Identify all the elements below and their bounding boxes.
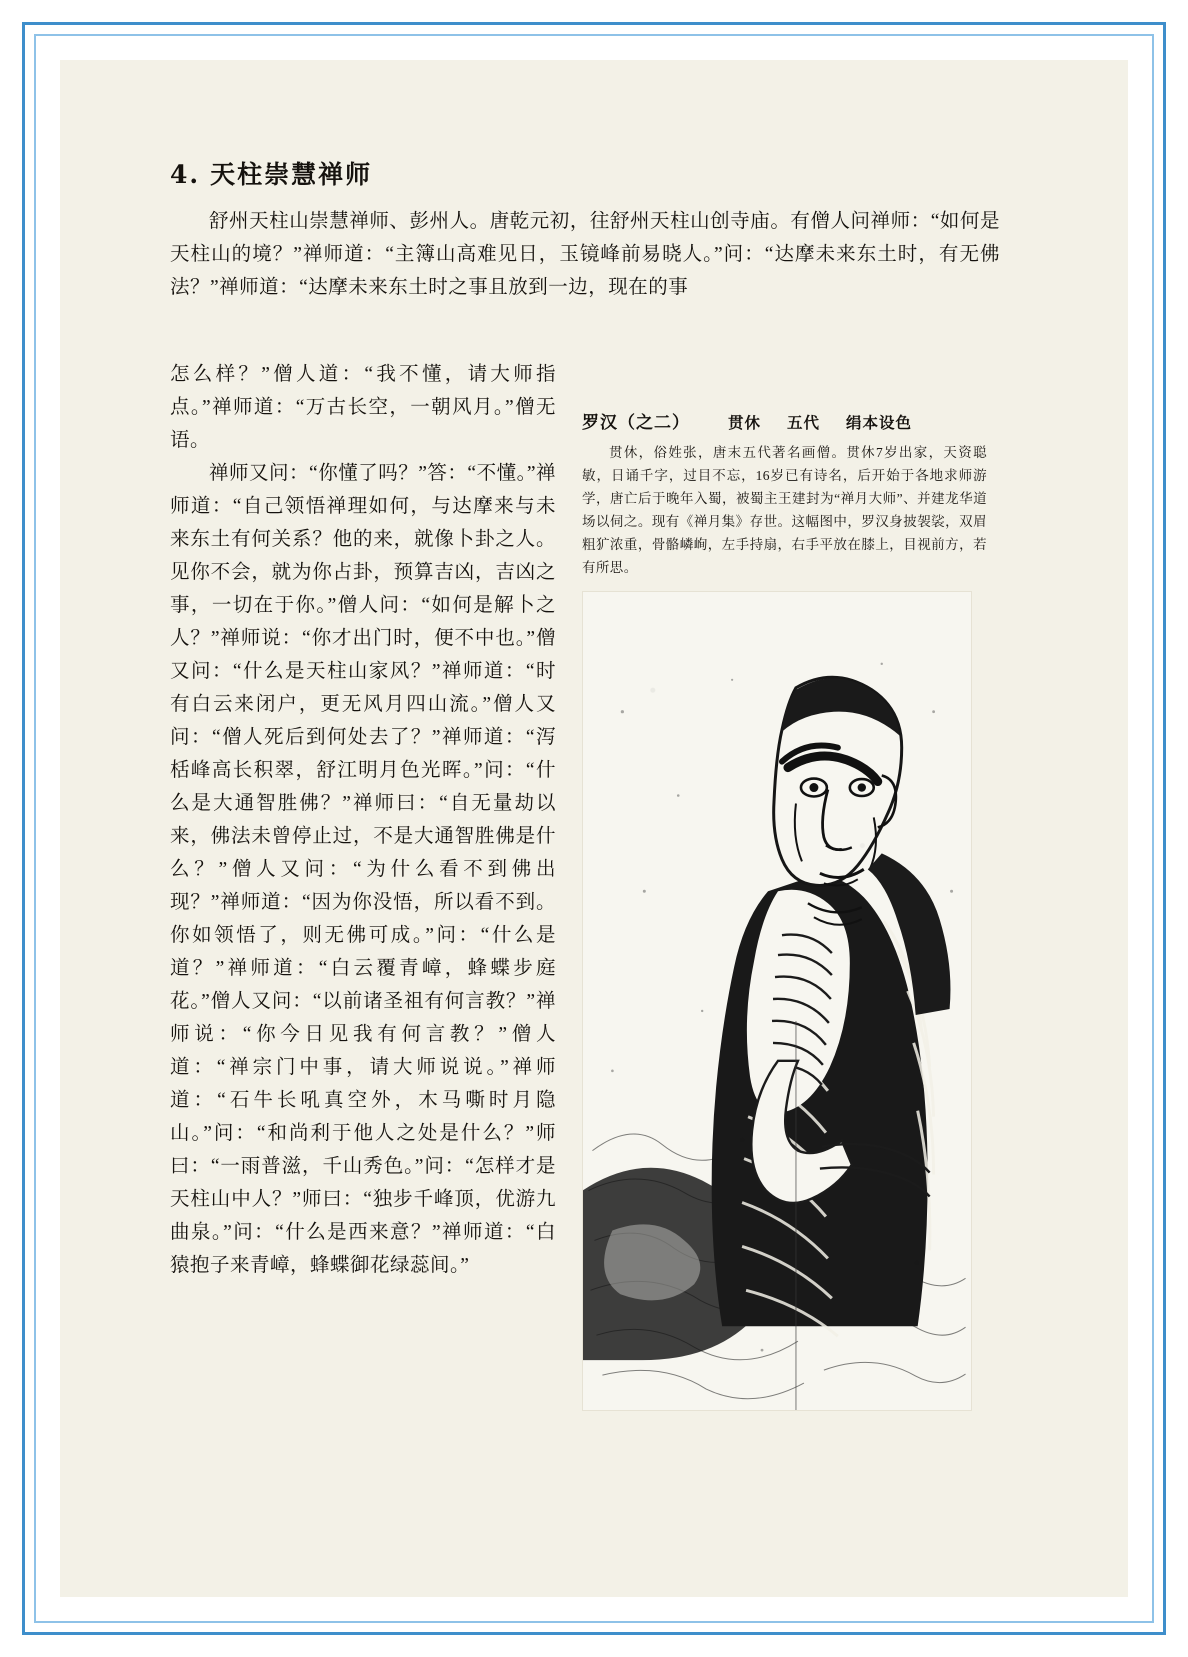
luohan-ink-drawing (583, 592, 971, 1410)
figure-medium: 绢本设色 (846, 413, 913, 432)
page-title (170, 155, 1080, 191)
opening-paragraph: 舒州天柱山崇慧禅师、彭州人。唐乾元初，往舒州天柱山创寺庙。有僧人问禅师：“如何是天柱山的境？”禅师道：“主簿山高难见日，玉镜峰前易晓人。”问：“达摩未来东土时，有无佛法？”禅师道：“达摩未来东土时之事且放到一边，现在的事 (170, 211, 1000, 298)
figure-caption (582, 408, 987, 433)
figure-meta (728, 411, 938, 433)
figure-note: 贯休，俗姓张，唐末五代著名画僧。贯休7岁出家，天资聪敏，日诵千字，过目不忘，16岁已有诗名，后开始于各地求师游学，唐亡后于晚年入蜀，被蜀主王建封为“禅月大师”、并建龙华道场以伺之。现有《禅月集》存世。这幅图中，罗汉身披袈裟，双眉粗犷浓重，骨骼嶙峋，左手持扇，右手平放在膝上，目视前方，若有所思。 (582, 445, 987, 575)
body-text-column (170, 358, 556, 1282)
paragraph-2: 禅师又问：“你懂了吗？”答：“不懂。”禅师道：“自己领悟禅理如何，与达摩来与未来东土有何关系？他的来，就像卜卦之人。见你不会，就为你占卦，预算吉凶，吉凶之事，一切在于你。”僧人问：“如何是解卜之人？”禅师说：“你才出门时，便不中也。”僧又问：“什么是天柱山家风？”禅师道：“时有白云来闭户，更无风月四山流。”僧人又问：“僧人死后到何处去了？”禅师道：“泻栝峰高长积翠，舒江明月色光晖。”问：“什么是大通智胜佛？”禅师曰：“自无量劫以来，佛法未曾停止过，不是大通智胜佛是什么？”僧人又问：“为什么看不到佛出现？”禅师道：“因为你没悟，所以看不到。你如领悟了，则无佛可成。”问：“什么是道？”禅师道：“白云覆青嶂，蜂蝶步庭花。”僧人又问：“以前诸圣祖有何言教？”禅师说：“你今日见我有何言教？”僧人道：“禅宗门中事，请大师说说。”禅师道：“石牛长吼真空外，木马嘶时月隐山。”问：“和尚利于他人之处是什么？”师曰：“一雨普滋，千山秀色。”问：“怎样才是天柱山中人？”师曰：“独步千峰顶，优游九曲泉。”问：“什么是西来意？”禅师道：“白猿抱子来青嶂，蜂蝶御花绿蕊间。” (170, 463, 556, 1276)
section-number: 4. (170, 160, 201, 189)
figure-block (582, 408, 987, 1411)
page-content (170, 155, 1080, 1567)
section-title: 天柱崇慧禅师 (210, 160, 373, 189)
paragraph-1: 怎么样？”僧人道：“我不懂，请大师指点。”禅师道：“万古长空，一朝风月。”僧无语。 (170, 364, 556, 451)
figure-title: 罗汉（之二） (582, 413, 690, 433)
paper-surface (60, 60, 1128, 1597)
figure-image (582, 591, 972, 1411)
figure-artist: 贯休 (728, 413, 762, 432)
figure-period: 五代 (787, 413, 821, 432)
